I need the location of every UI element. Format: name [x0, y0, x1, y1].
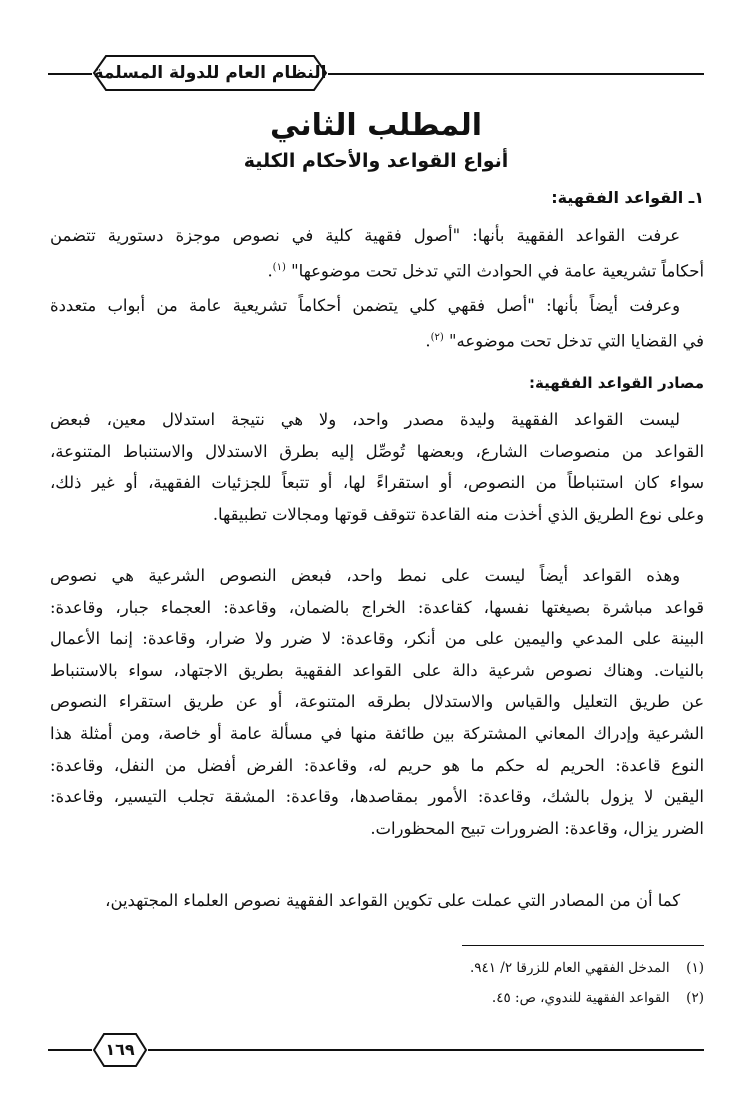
text-line: الضرر يزال، وقاعدة: الضرورات تبيح المحظورات.	[370, 818, 704, 838]
text-line: النوع قاعدة: الحريم له حكم ما هو حريم له، وقاعدة: الفرض أفضل من النفل، وقاعدة:	[50, 755, 704, 775]
chapter-heading: المطلب الثاني	[269, 108, 482, 143]
paragraph-sources-3	[50, 885, 704, 917]
chapter-subheading: أنواع القواعد والأحكام الكلية	[243, 150, 509, 172]
text-line-content: أحكاماً تشريعية عامة في الحوادث التي تدخل تحت موضوعها"	[291, 261, 704, 281]
text-line: عرفت القواعد الفقهية بأنها: "أصول فقهية كلية في نصوص موجزة دستورية تتضمن	[50, 226, 680, 245]
footnote-text: القواعد الفقهية للندوي، ص: ٤٥.	[491, 990, 670, 1006]
header-rule-right	[328, 73, 704, 75]
footnote-ref-2[interactable]: (٢)	[430, 331, 444, 343]
running-header-title: النظام العام للدولة المسلمة	[93, 63, 327, 83]
section-title-fiqh-rules: ١ـ القواعد الفقهية:	[551, 188, 704, 207]
paragraph-definition-2	[50, 290, 704, 357]
footnote-1	[470, 960, 704, 976]
paragraph-sources-1	[50, 404, 704, 530]
text-line: كما أن من المصادر التي عملت على تكوين القواعد الفقهية نصوص العلماء المجتهدين،	[105, 891, 680, 910]
text-line: وعرفت أيضاً بأنها: "أصل فقهي كلي يتضمن أحكاماً تشريعية عامة من أبواب متعددة	[50, 296, 680, 315]
text-line: أحكاماً تشريعية عامة في الحوادث التي تدخل تحت موضوعها" $^{(١)}$.	[267, 261, 704, 281]
text-line: ليست القواعد الفقهية وليدة مصدر واحد، ولا هي نتيجة استدلال معين، فبعض	[50, 410, 680, 429]
footnote-ref-1[interactable]: (١)	[272, 261, 286, 273]
text-line: قواعد مباشرة بصيغتها نفسها، كقاعدة: الخراج بالضمان، وقاعدة: العجماء جبار، وقاعدة:	[50, 597, 704, 617]
paragraph-sources-2	[50, 560, 704, 844]
page-number: ١٦٩	[105, 1040, 135, 1059]
text-line: وعلى نوع الطريق الذي أخذت منه القاعدة تتوقف قوتها ومجالات تطبيقها.	[212, 504, 704, 524]
text-line: وهذه القواعد أيضاً ليست على نمط واحد، فبعض النصوص الشرعية هي نصوص	[50, 566, 680, 585]
footnote-2	[492, 990, 704, 1006]
footer-rule-left	[48, 1049, 92, 1051]
footnote-number: (١)	[686, 960, 704, 976]
footnote-separator	[462, 945, 704, 946]
header-frame	[92, 54, 328, 92]
text-line: اليقين لا يزول بالشك، وقاعدة: الأمور بمقاصدها، وقاعدة: المشقة تجلب التيسير، وقاعدة:	[50, 787, 704, 807]
text-line: عن طريق التعليل والقياس والاستدلال بطرقه المتنوعة، أو عن طريق استقراء النصوص	[50, 692, 704, 712]
header-rule-left	[48, 73, 92, 75]
footnote-number: (٢)	[686, 990, 704, 1006]
text-line: بالنيات. وهناك نصوص شرعية دالة على القواعد الفقهية بطريق الاجتهاد، سواء بالاستنباط	[50, 660, 704, 680]
paragraph-definition-1	[50, 220, 704, 287]
text-line-content: في القضايا التي تدخل تحت موضوعه"	[449, 331, 704, 351]
footer-rule-right	[148, 1049, 704, 1051]
section-title-sources: مصادر القواعد الفقهية:	[529, 374, 704, 392]
text-line: سواء كان استنباطاً من النصوص، أو استقراءً لها، أو تتبعاً للجزئيات الفقهية، أو غير ذلك،	[50, 473, 704, 493]
page-number-frame	[92, 1032, 148, 1068]
text-line: البينة على المدعي واليمين على من أنكر، وقاعدة: لا ضرر ولا ضرار، وقاعدة: إنما الأعمال	[50, 629, 704, 649]
text-line: في القضايا التي تدخل تحت موضوعه" $^{(٢)}$.	[425, 331, 704, 351]
text-line: القواعد من منصوصات الشارع، وبعضها تُوصِّل إليه بطرق الاستدلال والاستنباط المتنوعة،	[50, 441, 704, 461]
footnote-text: المدخل الفقهي العام للزرقا ٢/ ٩٤١.	[469, 960, 670, 976]
text-line: الشرعية وإدراك المعاني المشتركة بين طائفة منها في مسألة عامة أو خاصة، ومن أمثلة هذا	[50, 723, 704, 743]
